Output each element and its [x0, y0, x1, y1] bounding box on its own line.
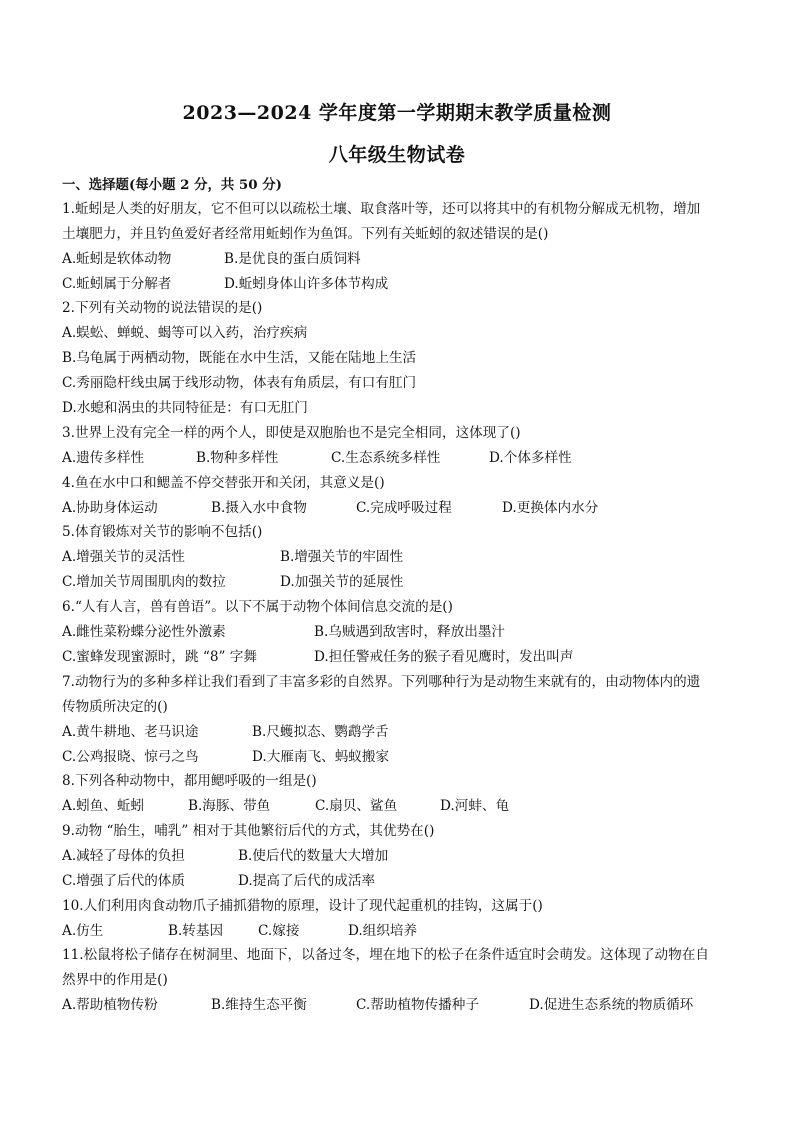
question-2-stem: 2.下列有关动物的说法错误的是() [62, 300, 263, 316]
question-9-option-a: A.减轻了母体的负担 [62, 848, 185, 864]
question-10-option-b: B.转基因 [168, 923, 224, 939]
question-2-option-a: A.蜈蚣、蝉蜕、蝎等可以入药，治疗疾病 [62, 325, 308, 341]
question-6-stem: 6.“人有人言，兽有兽语”。以下不属于动物个体间信息交流的是() [62, 599, 453, 615]
question-9-option-c: C.增强了后代的体质 [62, 873, 185, 889]
question-7-option-d: D.大雁南飞、蚂蚁搬家 [252, 749, 390, 765]
question-8-option-a: A.蚓鱼、蚯蚓 [62, 798, 145, 814]
question-11-stem-line-1: 11.松鼠将松子储存在树洞里、地面下，以备过冬，埋在地下的松子在条件适宜时会萌发。这体现了动物在自 [62, 947, 709, 963]
question-6-option-c: C.蜜蜂发现蜜源时，跳 “8” 字舞 [62, 649, 257, 665]
question-6-option-b: B.乌贼遇到敌害时，释放出墨汁 [314, 624, 506, 640]
question-5-stem: 5.体育锻炼对关节的影响不包括() [62, 524, 263, 540]
question-9-option-b: B.使后代的数量大大增加 [238, 848, 389, 864]
question-2-option-d: D.水螅和涡虫的共同特征是：有口无肛门 [62, 400, 308, 416]
question-9-stem: 9.动物 “胎生，哺乳” 相对于其他繁衍后代的方式，其优势在() [62, 823, 435, 839]
question-1-option-d: D.蚯蚓身体山许多体节构成 [224, 276, 389, 292]
question-6-option-d: D.担任警戒任务的猴子看见鹰时，发出叫声 [314, 649, 574, 665]
question-11-option-d: D.促进生态系统的物质循环 [529, 997, 694, 1013]
question-11-option-c: C.帮助植物传播种子 [356, 997, 479, 1013]
question-1-stem-line-1: 1.蚯蚓是人类的好朋友，它不但可以以疏松土壤、取食落叶等，还可以将其中的有机物分解成无机物，增加 [62, 201, 701, 217]
question-10-option-a: A.仿生 [62, 923, 104, 939]
question-3-option-a: A.遗传多样性 [62, 450, 145, 466]
question-5-option-b: B.增强关节的牢固性 [280, 549, 404, 565]
question-11-option-a: A.帮助植物传粉 [62, 997, 158, 1013]
question-10-option-c: C.嫁接 [258, 923, 300, 939]
question-7-option-a: A.黄牛耕地、老马识途 [62, 724, 199, 740]
question-9-option-d: D.提高了后代的成活率 [238, 873, 376, 889]
question-5-option-a: A.增强关节的灵活性 [62, 549, 185, 565]
question-3-option-d: D.个体多样性 [489, 450, 572, 466]
question-3-stem: 3.世界上没有完全一样的两个人，即使是双胞胎也不是完全相同，这体现了() [62, 425, 521, 441]
question-5-option-d: D.加强关节的延展性 [280, 574, 404, 590]
question-8-stem: 8.下列各种动物中，都用鳃呼吸的一组是() [62, 773, 317, 789]
question-11-stem-line-2: 然界中的作用是() [62, 972, 168, 988]
question-10-option-d: D.组织培养 [348, 923, 418, 939]
question-1-option-c: C.蚯蚓属于分解者 [62, 276, 172, 292]
question-10-stem: 10.人们利用肉食动物爪子捕抓猎物的原理，设计了现代起重机的挂钩，这属于() [62, 898, 543, 914]
exam-title: 2023—2024 学年度第一学期期末教学质量检测 [182, 102, 612, 124]
question-3-option-c: C.生态系统多样性 [331, 450, 441, 466]
question-1-option-a: A.蚯蚓是软体动物 [62, 251, 172, 267]
question-5-option-c: C.增加关节周围肌肉的数拉 [62, 574, 226, 590]
question-6-option-a: A.雌性菜粉蝶分泌性外激素 [62, 624, 226, 640]
question-7-stem-line-2: 传物质所决定的() [62, 699, 168, 715]
question-1-stem-line-2: 土壤肥力，并且钓鱼爱好者经常用蚯蚓作为鱼饵。下列有关蚯蚓的叙述错误的是() [62, 226, 549, 242]
question-2-option-c: C.秀丽隐杆线虫属于线形动物，体表有角质层，有口有肛门 [62, 375, 417, 391]
question-8-option-d: D.河蚌、龟 [440, 798, 510, 814]
question-4-option-d: D.更换体内水分 [502, 500, 599, 516]
question-7-stem-line-1: 7.动物行为的多种多样让我们看到了丰富多彩的自然界。下列哪种行为是动物生来就有的，由动物体内的遗 [62, 674, 701, 690]
section-heading: 一、选择题(每小题 2 分，共 50 分) [62, 177, 282, 193]
question-2-option-b: B.乌龟属于两栖动物，既能在水中生活，又能在陆地上生活 [62, 350, 417, 366]
question-7-option-b: B.尺蠖拟态、鹦鹉学舌 [252, 724, 389, 740]
question-4-option-a: A.协助身体运动 [62, 500, 158, 516]
question-1-option-b: B.是优良的蛋白质饲料 [224, 251, 361, 267]
question-4-option-c: C.完成呼吸过程 [356, 500, 452, 516]
question-4-option-b: B.摄入水中食物 [211, 500, 307, 516]
question-3-option-b: B.物种多样性 [196, 450, 279, 466]
question-11-option-b: B.维持生态平衡 [211, 997, 307, 1013]
question-8-option-b: B.海豚、带鱼 [188, 798, 271, 814]
question-8-option-c: C.扇贝、鲨鱼 [315, 798, 398, 814]
question-4-stem: 4.鱼在水中口和鳃盖不停交替张开和关闭，其意义是() [62, 475, 385, 491]
exam-subtitle: 八年级生物试卷 [328, 144, 466, 166]
question-7-option-c: C.公鸡报晓、惊弓之鸟 [62, 749, 199, 765]
